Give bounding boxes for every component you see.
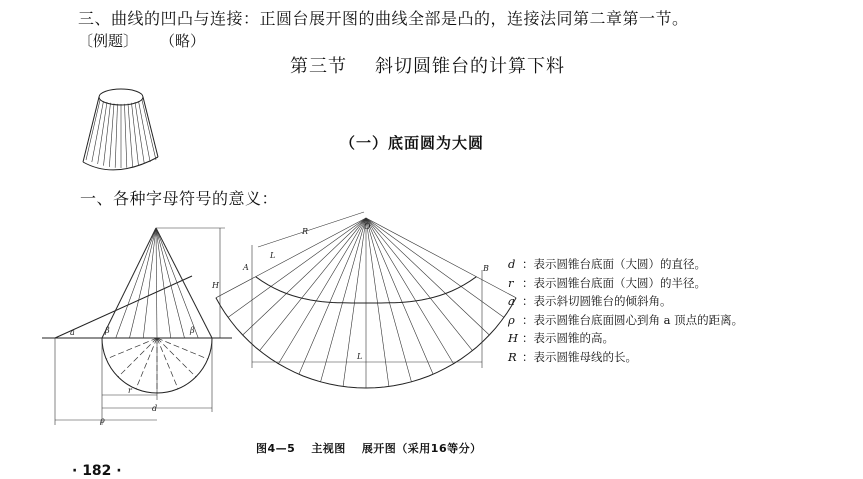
label-angle: a — [70, 328, 75, 337]
base-division-line — [157, 338, 196, 377]
legend-text: ：表示圆锥母线的长。 — [522, 349, 637, 364]
example-value: （略） — [160, 32, 206, 50]
legend-text: ：表示斜切圆锥台的倾斜角。 — [522, 294, 672, 309]
label-point-b: B — [483, 264, 489, 273]
label-rho: ρ — [100, 416, 105, 425]
caption-unfold-view: 展开图（采用16等分） — [361, 442, 482, 455]
generatrix-line — [116, 228, 156, 338]
legend-text: ：表示圆锥台底面（大圆）的直径。 — [522, 257, 706, 271]
subsection-title: （一）底面圆为大圆 — [340, 134, 485, 152]
frustum-hatch-line — [128, 103, 133, 166]
unfold-ray-line — [366, 218, 433, 374]
legend-symbol: R — [508, 349, 517, 364]
caption-main-view: 主视图 — [311, 442, 346, 455]
unfold-ray-line — [366, 218, 516, 298]
base-division-line — [118, 338, 157, 377]
frustum-sketch — [83, 89, 158, 170]
generatrix-line — [156, 228, 157, 338]
page-number: · 182 · — [72, 463, 122, 479]
legend-text: ：表示圆锥台底面（大圆）的半径。 — [522, 275, 706, 290]
label-diameter: d — [152, 404, 158, 413]
unfold-ray-line — [260, 218, 366, 351]
legend-symbol: H — [508, 331, 519, 346]
label-apex: O — [364, 222, 371, 231]
frustum-hatch-line — [104, 103, 111, 166]
generatrix-line — [102, 228, 156, 338]
example-label: 〔例题〕 — [78, 32, 139, 50]
generatrix-line — [156, 228, 198, 338]
unfold-ray-line — [366, 218, 389, 386]
label-slant: R — [302, 227, 309, 236]
list-heading: 一、各种字母符号的意义： — [80, 189, 279, 208]
label-segment: L — [270, 251, 276, 260]
unfold-ray-line — [366, 218, 411, 382]
section-name: 斜切圆锥台的计算下料 — [375, 56, 565, 77]
generatrix-line — [156, 228, 212, 338]
legend-symbol: a — [508, 294, 515, 309]
generatrix-line — [143, 228, 156, 338]
frustum-hatch-line — [98, 102, 107, 164]
frustum-hatch-line — [132, 103, 139, 166]
generatrix-line — [130, 228, 157, 338]
label-height: H — [212, 281, 219, 290]
legend-symbol: ρ — [508, 312, 515, 327]
unfold-ray-line — [366, 218, 489, 335]
label-beta-2: β — [190, 326, 195, 335]
unfold-ray-line — [366, 218, 454, 364]
legend-symbol: r — [508, 275, 514, 290]
caption-figure-number: 图4—5 — [256, 442, 296, 455]
frustum-hatch-line — [115, 104, 117, 168]
unfold-view-drawing — [216, 212, 516, 388]
unfold-ray-line — [343, 218, 366, 386]
legend-text: ：表示圆锥的高。 — [522, 331, 614, 346]
unfold-ray-line — [278, 218, 366, 364]
frustum-hatch-line — [135, 102, 144, 164]
legend-symbol: d — [508, 257, 516, 271]
frustum-hatch-line — [125, 104, 127, 168]
unfold-ray-line — [299, 218, 366, 374]
label-arc-length: L — [357, 352, 363, 361]
generatrix-line — [156, 228, 171, 338]
unfold-ray-line — [216, 218, 366, 298]
unfold-ray-line — [366, 218, 472, 351]
legend-text: ：表示圆锥台底面圆心到角 a 顶点的距离。 — [522, 312, 744, 327]
main-view-drawing — [42, 228, 232, 425]
generatrix-line — [156, 228, 185, 338]
label-point-a: A — [243, 263, 249, 272]
label-beta-1: β — [105, 326, 110, 335]
label-radius: r — [128, 386, 132, 395]
frustum-hatch-line — [109, 103, 114, 166]
body-text-line: 三、曲线的凹凸与连接：正圆台展开图的曲线全部是凸的，连接法同第二章第一节。 — [78, 9, 689, 28]
section-number: 第三节 — [290, 56, 347, 77]
